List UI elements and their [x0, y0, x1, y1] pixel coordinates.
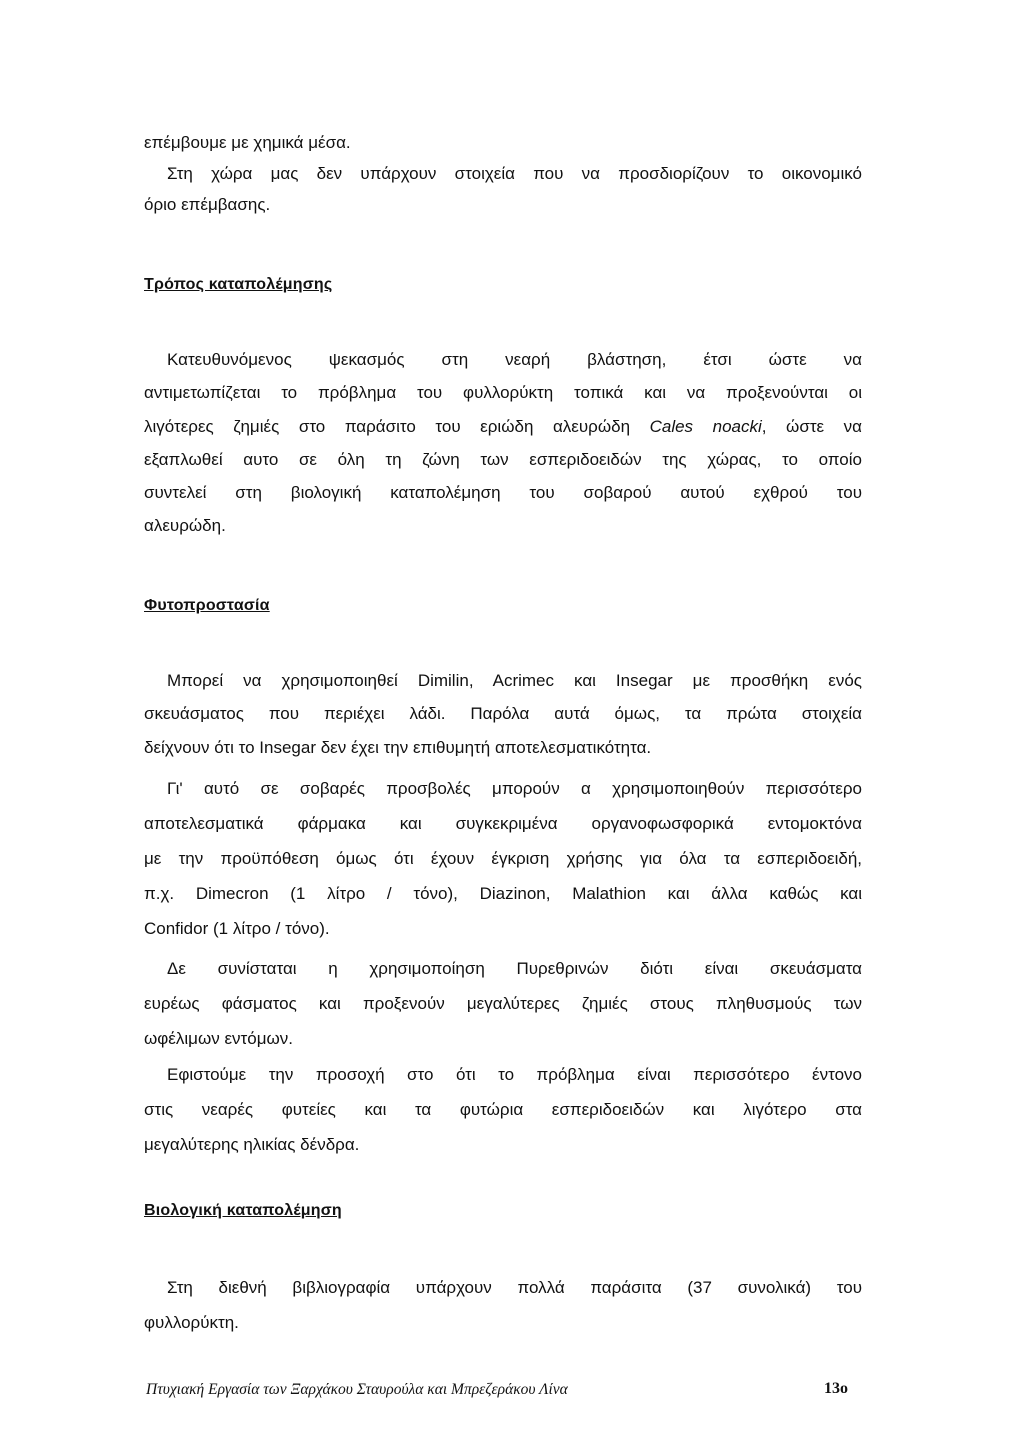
section2-p1-line-2: σκευάσματος που περιέχει λάδι. Παρόλα αυτά όμως, τα πρώτα στοιχεία — [144, 704, 862, 724]
intro-block — [144, 127, 862, 220]
section1-paragraph — [144, 343, 862, 543]
section1-line-3-tail: , ώστε να — [761, 416, 862, 436]
section2-p2-line-2: αποτελεσματικά φάρμακα και συγκεκριμένα οργανοφωσφορικά εντομοκτόνα — [144, 814, 862, 833]
section2-p2-line-5: Confidor (1 λίτρο / τόνο). — [144, 919, 330, 938]
section1-line-6: αλευρώδη. — [144, 516, 226, 536]
section3-line-2: φυλλορύκτη. — [144, 1313, 239, 1332]
section1-line-2: αντιμετωπίζεται το πρόβλημα του φυλλορύκτη τοπικά και να προξενούνται οι — [144, 383, 862, 403]
section-heading-control-method: Τρόπος καταπολέμησης — [144, 276, 333, 293]
section1-line-5: συντελεί στη βιολογική καταπολέμηση του σοβαρού αυτού εχθρού του — [144, 483, 862, 503]
intro-line-1: επέμβουμε με χημικά μέσα. — [144, 133, 351, 152]
section2-p3-line-3: ωφέλιμων εντόμων. — [144, 1029, 293, 1048]
section3-line-1: Στη διεθνή βιβλιογραφία υπάρχουν πολλά παράσιτα (37 συνολικά) του — [167, 1278, 862, 1297]
section3-paragraph — [144, 1270, 862, 1340]
section-heading-plant-protection: Φυτοπροστασία — [144, 597, 270, 614]
section2-paragraph-4 — [144, 1057, 862, 1162]
section1-line-4: εξαπλωθεί αυτο σε όλη τη ζώνη των εσπεριδοειδών της χώρας, το οποίο — [144, 449, 862, 469]
page-number: 13ο — [824, 1380, 848, 1397]
section1-line-3 — [144, 410, 862, 443]
section2-p2-line-4: π.χ. Dimecron (1 λίτρο / τόνο), Diazinon, Malathion και άλλα καθώς και — [144, 884, 862, 903]
section-heading-biological-control: Βιολογική καταπολέμηση — [144, 1202, 342, 1219]
species-name: Cales noacki — [649, 416, 762, 436]
section2-p4-line-2: στις νεαρές φυτείες και τα φυτώρια εσπεριδοειδών και λιγότερο στα — [144, 1100, 862, 1119]
intro-line-3: όριο επέμβασης. — [144, 195, 271, 214]
page-footer: Πτυχιακή Εργασία των Ξαρχάκου Σταυρούλα και Μπρεζεράκου Λίνα — [146, 1381, 568, 1398]
section2-p1-line-3: δείχνουν ότι το Insegar δεν έχει την επιθυμητή αποτελεσματικότητα. — [144, 737, 652, 757]
section2-p3-line-1: Δε συνίσταται η χρησιμοποίηση Πυρεθρινών διότι είναι σκευάσματα — [167, 959, 862, 978]
section1-line-3-text: λιγότερες ζημιές στο παράσιτο του εριώδη αλευρώδη — [144, 416, 631, 436]
section2-paragraph-3 — [144, 951, 862, 1056]
section2-p1-line-1: Μπορεί να χρησιμοποιηθεί Dimilin, Acrimec και Insegar με προσθήκη ενός — [167, 671, 862, 690]
section2-p3-line-2: ευρέως φάσματος και προξενούν μεγαλύτερες ζημιές στους πληθυσμούς των — [144, 994, 862, 1013]
intro-line-2: Στη χώρα μας δεν υπάρχουν στοιχεία που να προσδιορίζουν το οικονομικό — [167, 164, 862, 183]
section2-p4-line-1: Εφιστούμε την προσοχή στο ότι το πρόβλημα είναι περισσότερο έντονο — [167, 1065, 862, 1084]
section2-paragraph-2 — [144, 771, 862, 946]
section2-p4-line-3: μεγαλύτερης ηλικίας δένδρα. — [144, 1135, 360, 1154]
section1-line-1: Κατευθυνόμενος ψεκασμός στη νεαρή βλάστηση, έτσι ώστε να — [167, 350, 862, 369]
section2-p2-line-3: με την προϋπόθεση όμως ότι έχουν έγκριση χρήσης για όλα τα εσπεριδοειδή, — [144, 849, 862, 868]
section2-paragraph-1 — [144, 664, 862, 764]
section2-p2-line-1: Γι' αυτό σε σοβαρές προσβολές μπορούν α χρησιμοποιηθούν περισσότερο — [167, 779, 862, 798]
